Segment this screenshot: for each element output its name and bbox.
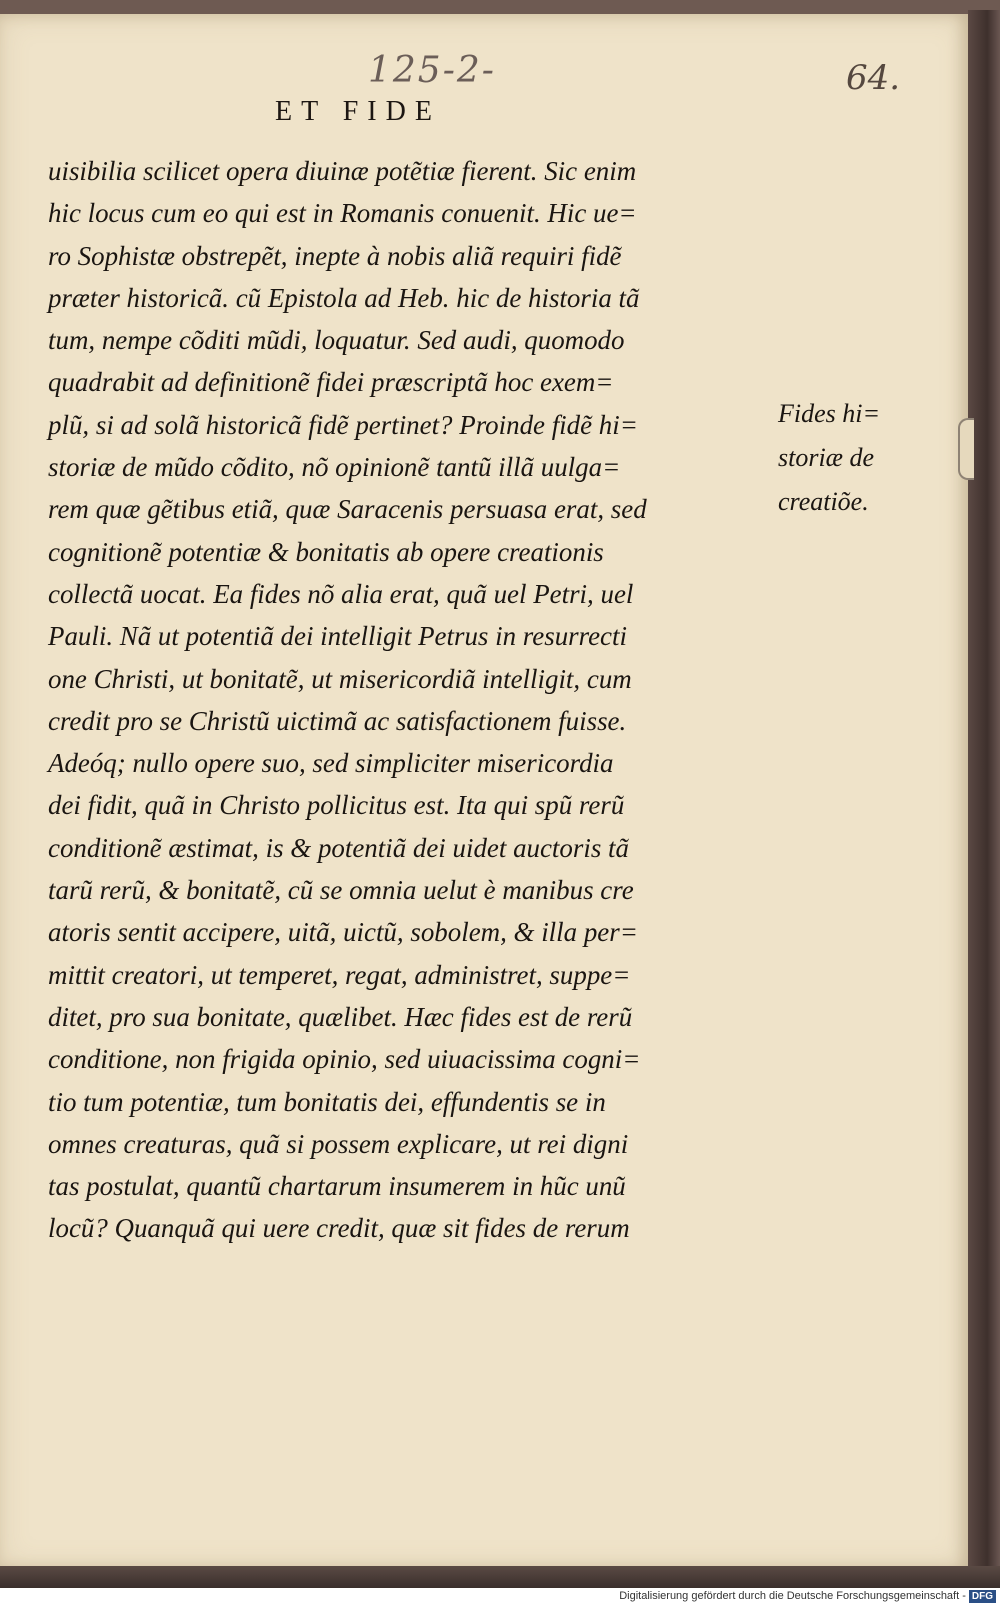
text-line: omnes creaturas, quã si possem explicare, ut rei digni — [48, 1128, 629, 1159]
text-line: tarũ rerũ, & bonitatẽ, cũ se omnia uelut è manibus cre — [48, 875, 634, 906]
page-bottom-edge — [0, 1566, 1000, 1588]
page-tab-marker — [958, 418, 974, 480]
text-line: ro Sophistæ obstrepẽt, inepte à nobis aliã requiri fidẽ — [48, 240, 622, 271]
text-line: storiæ de mũdo cõdito, nõ opinionẽ tantũ illã uulga= — [48, 452, 621, 483]
margin-note-line: storiæ de — [778, 443, 875, 472]
book-spine — [968, 10, 1000, 1570]
text-line: credit pro se Christũ uictimã ac satisfactionem fuisse. — [48, 705, 627, 736]
text-line: dei fidit, quã in Christo pollicitus est. Ita qui spũ rerũ — [48, 790, 625, 821]
text-line: quadrabit ad definitionẽ fidei præscriptã hoc exem= — [48, 367, 614, 398]
text-line: conditionẽ æstimat, is & potentiã dei uidet auctoris tã — [48, 832, 629, 863]
running-head: ET FIDE — [275, 96, 441, 127]
text-line: tio tum potentiæ, tum bonitatis dei, effundentis se in — [48, 1086, 606, 1117]
footer-text: Digitalisierung gefördert durch die Deutsche Forschungsgemeinschaft - — [619, 1590, 966, 1602]
handwritten-page-number: 64. — [846, 58, 901, 98]
text-line: tum, nempe cõditi mũdi, loquatur. Sed audi, quomodo — [48, 325, 625, 356]
text-line: atoris sentit accipere, uitã, uictũ, sobolem, & illa per= — [48, 917, 638, 948]
text-line: cognitionẽ potentiæ & bonitatis ab opere creationis — [48, 536, 604, 567]
text-line: plũ, si ad solã historicã fidẽ pertinet? Proinde fidẽ hi= — [48, 409, 638, 440]
margin-note-line: creatiõe. — [778, 487, 869, 516]
dfg-badge: DFG — [969, 1590, 996, 1603]
text-line: Adeóq; nullo opere suo, sed simpliciter misericordia — [48, 748, 614, 779]
text-line: rem quæ gẽtibus etiã, quæ Saracenis persuasa erat, sed — [48, 494, 647, 525]
text-line: ditet, pro sua bonitate, quælibet. Hæc fides est de rerũ — [48, 1001, 633, 1032]
text-line: tas postulat, quantũ chartarum insumerem in hũc unũ — [48, 1171, 626, 1202]
text-line: locũ? Quanquã qui uere credit, quæ sit fides de rerum — [48, 1213, 630, 1244]
text-line: one Christi, ut bonitatẽ, ut misericordiã intelligit, cum — [48, 663, 632, 694]
digitization-footer — [0, 1588, 1000, 1605]
text-line: uisibilia scilicet opera diuinæ potẽtiæ fierent. Sic enim — [48, 156, 637, 186]
text-line: Pauli. Nã ut potentiã dei intelligit Petrus in resurrecti — [48, 621, 627, 652]
handwritten-folio-mark: 125-2- — [368, 50, 496, 91]
margin-note — [778, 392, 880, 524]
text-line: hic locus cum eo qui est in Romanis conuenit. Hic ue= — [48, 198, 637, 229]
margin-note-line: Fides hi= — [778, 399, 881, 428]
text-line: collectã uocat. Ea fides nõ alia erat, quã uel Petri, uel — [48, 578, 634, 609]
text-line: conditione, non frigida opinio, sed uiuacissima cogni= — [48, 1044, 641, 1075]
text-line: mittit creatori, ut temperet, regat, administret, suppe= — [48, 959, 631, 990]
body-text — [48, 150, 768, 1250]
text-line: præter historicã. cũ Epistola ad Heb. hic de historia tã — [48, 282, 640, 313]
